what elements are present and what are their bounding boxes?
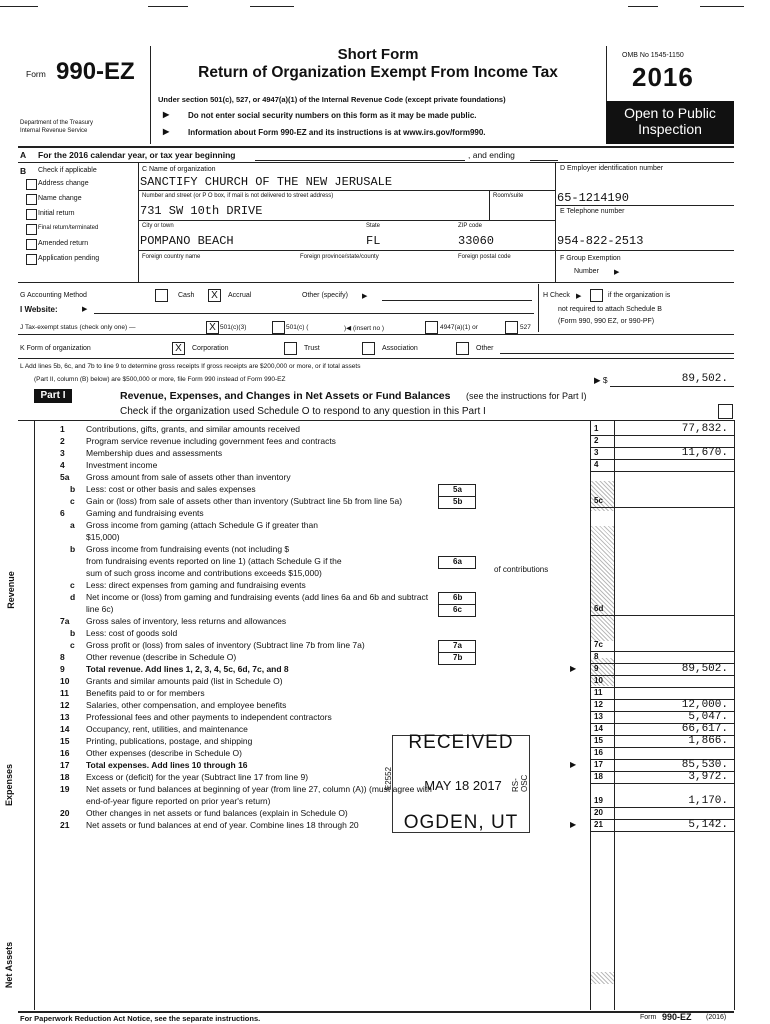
- line-number: 9: [60, 664, 65, 674]
- part-i-title-note: (see the instructions for Part I): [466, 391, 587, 401]
- corporation-checkbox[interactable]: X: [172, 342, 185, 355]
- scan-mark: [628, 6, 658, 7]
- table-row: [0, 520, 770, 532]
- arrow-icon: ▶: [614, 269, 620, 276]
- street-label: Number and street (or P O box, if mail is not delivered to street address): [142, 193, 334, 199]
- received-date: MAY 18 2017: [424, 778, 502, 793]
- rule: [138, 162, 139, 282]
- h-check-text2: if the organization is: [608, 292, 671, 299]
- line-number: 19: [60, 784, 70, 794]
- other-org-label: Other: [476, 345, 494, 352]
- amended-return-checkbox[interactable]: [26, 239, 37, 250]
- line-number: 13: [60, 712, 70, 722]
- website-field[interactable]: [94, 313, 534, 314]
- arrow-icon: ▶: [362, 293, 368, 300]
- tax-year-begin-field[interactable]: [255, 160, 465, 161]
- ein-label: D Employer identification number: [560, 165, 664, 172]
- rule: [138, 220, 556, 221]
- arrow-icon: ▶: [570, 820, 577, 829]
- dept-treasury: Department of the Treasury: [20, 120, 94, 126]
- line-column-number: 16: [594, 748, 603, 757]
- line-description: Total expenses. Add lines 10 through 16: [86, 760, 248, 770]
- line-description: Less: cost or other basis and sales expenses: [86, 484, 256, 494]
- rule: [18, 162, 734, 163]
- line-number: 14: [60, 724, 70, 734]
- footer-form-number: 990-EZ: [662, 1012, 692, 1022]
- line-description: from fundraising events reported on line 1) (attach Schedule G if the: [86, 556, 342, 566]
- line-column-number: 3: [594, 448, 599, 457]
- inner-line-label: 7b: [453, 653, 463, 662]
- omb-number: OMB No 1545-1150: [622, 52, 684, 59]
- line-amount[interactable]: 1,170.: [688, 795, 728, 807]
- line-description: Other changes in net assets or fund balances (explain in Schedule O): [86, 808, 348, 818]
- tax-year: 2016: [632, 62, 694, 92]
- line-number: b: [70, 544, 76, 554]
- paperwork-notice: For Paperwork Reduction Act Notice, see the separate instructions.: [20, 1014, 261, 1023]
- website-label: I Website:: [20, 305, 58, 314]
- table-row: [0, 484, 770, 496]
- scan-mark: [700, 6, 744, 7]
- line-description: Other revenue (describe in Schedule O): [86, 652, 237, 662]
- accounting-method-label: G Accounting Method: [20, 292, 87, 299]
- table-row: [0, 640, 770, 652]
- schedule-b-checkbox[interactable]: [590, 289, 603, 302]
- postal-label: Foreign postal code: [458, 254, 511, 260]
- and-ending: , and ending: [468, 150, 515, 160]
- state-label: State: [366, 223, 381, 229]
- association-label: Association: [382, 345, 418, 352]
- zip-label: ZIP code: [458, 223, 482, 229]
- line-column-number: 8: [594, 652, 599, 661]
- h-check-label: H Check: [543, 292, 570, 299]
- rule: [138, 190, 556, 191]
- line-description: Gross income from gaming (attach Schedule G if greater than: [86, 520, 318, 530]
- line-column-number: 2: [594, 436, 599, 445]
- scan-mark: [148, 6, 188, 7]
- footer-rule: [18, 1011, 734, 1013]
- line-l-text1: L Add lines 5b, 6c, and 7b to line 9 to determine gross receipts If gross receipts are $200,000 or more, or if total assets: [20, 363, 361, 370]
- inner-line-label: 6a: [453, 557, 462, 566]
- notice-info: Information about Form 990-EZ and its instructions is at www.irs.gov/form990.: [188, 128, 486, 137]
- hatched-cell: [591, 972, 614, 984]
- stamp-right-code: RS-OSC: [511, 774, 529, 792]
- line-description: Professional fees and other payments to independent contractors: [86, 712, 332, 722]
- line-column-number: 13: [594, 712, 603, 721]
- gross-receipts-dollar: ▶ $: [594, 375, 608, 385]
- line-description: line 6c): [86, 604, 114, 614]
- line-number: d: [70, 592, 76, 602]
- org-name-label: C Name of organization: [142, 166, 216, 173]
- line-amount[interactable]: 3,972.: [688, 771, 728, 783]
- line-description: Gain or (loss) from sale of assets other than inventory (Subtract line 5b from line 5a): [86, 496, 403, 506]
- table-row: [0, 616, 770, 628]
- line-number: 15: [60, 736, 70, 746]
- line-column-number: 5c: [594, 496, 603, 505]
- rule: [18, 334, 734, 335]
- line-description: Program service revenue including government fees and contracts: [86, 436, 336, 446]
- rule: [138, 250, 556, 251]
- accrual-checkbox[interactable]: X: [208, 289, 221, 302]
- line-column-number: 6d: [594, 604, 604, 613]
- part-i-badge: [34, 389, 72, 403]
- table-row: [0, 424, 770, 436]
- form-subtitle: Under section 501(c), 527, or 4947(a)(1) of the Internal Revenue Code (except private foundations): [158, 95, 506, 104]
- table-row: [0, 508, 770, 520]
- line-column-number: 1: [594, 424, 599, 433]
- line-number: 10: [60, 676, 70, 686]
- line-b-label: B: [20, 166, 27, 176]
- rule: [489, 190, 490, 220]
- line-description: Less: cost of goods sold: [86, 628, 178, 638]
- line-number: 2: [60, 436, 65, 446]
- h-check-text3: not required to attach Schedule B: [558, 306, 662, 313]
- phone-field[interactable]: 954-822-2513: [557, 234, 644, 248]
- line-a-label: A: [20, 150, 27, 160]
- initial-return-label: Initial return: [38, 210, 75, 217]
- open-public-text: Open to Public: [624, 105, 716, 121]
- line-number: b: [70, 484, 76, 494]
- arrow-icon: ▶: [163, 127, 170, 136]
- line-description: Benefits paid to or for members: [86, 688, 205, 698]
- line-number: 6: [60, 508, 65, 518]
- line-description: Salaries, other compensation, and employee benefits: [86, 700, 287, 710]
- gross-receipts-amount[interactable]: 89,502.: [681, 373, 728, 385]
- line-description: Grants and similar amounts paid (list in Schedule O): [86, 676, 283, 686]
- accrual-label: Accrual: [228, 292, 252, 299]
- inspection-text: Inspection: [638, 121, 702, 137]
- table-row: [0, 796, 770, 808]
- cash-checkbox[interactable]: [155, 289, 168, 302]
- schedule-o-check-text: Check if the organization used Schedule O to respond to any question in this Part I: [120, 406, 486, 417]
- line-description: Net assets or fund balances at beginning of year (from line 27, column (A)) (must agree with: [86, 784, 432, 794]
- line-number: c: [70, 580, 75, 590]
- header-bottom-rule: [18, 146, 734, 148]
- line-description: Gross sales of inventory, less returns and allowances: [86, 616, 287, 626]
- line-amount[interactable]: 5,142.: [688, 819, 728, 831]
- 527-label: 527: [520, 324, 531, 331]
- line-description: Less: direct expenses from gaming and fundraising events: [86, 580, 306, 590]
- line-description: Excess or (deficit) for the year (Subtract line 17 from line 9): [86, 772, 309, 782]
- scan-mark: [0, 6, 38, 7]
- line-description: Total revenue. Add lines 1, 2, 3, 4, 5c, 6d, 7c, and 8: [86, 664, 289, 674]
- province-label: Foreign province/state/county: [300, 254, 379, 260]
- address-change-label: Address change: [38, 180, 89, 187]
- line-amount[interactable]: 85,530.: [681, 759, 728, 771]
- cash-label: Cash: [178, 292, 195, 299]
- footer-form-label: Form: [640, 1014, 657, 1021]
- line-amount[interactable]: 11,670.: [681, 447, 728, 459]
- address-change-checkbox[interactable]: [26, 179, 37, 190]
- line-number: c: [70, 496, 75, 506]
- line-number: 7a: [60, 616, 70, 626]
- inner-line-label: 7a: [453, 641, 462, 650]
- line-a-text: For the 2016 calendar year, or tax year beginning: [38, 150, 236, 160]
- form-label: Form: [26, 69, 46, 79]
- line-description: Printing, publications, postage, and shipping: [86, 736, 253, 746]
- received-place: OGDEN, UT: [403, 812, 519, 833]
- line-column-number: 18: [594, 772, 603, 781]
- stamp-left-code: E2552: [384, 766, 394, 791]
- tax-year-end-field[interactable]: [530, 160, 558, 161]
- inner-line-label: 5a: [453, 485, 462, 494]
- table-row: [0, 580, 770, 592]
- table-row: [0, 568, 770, 580]
- line-number: 5a: [60, 472, 70, 482]
- open-public-banner: [606, 101, 734, 144]
- country-label: Foreign country name: [142, 254, 201, 260]
- table-row: [0, 556, 770, 568]
- arrow-icon: ▶: [163, 110, 170, 119]
- corporation-label: Corporation: [192, 345, 229, 352]
- table-row: [0, 532, 770, 544]
- net-assets-side-label: Net Assets: [4, 941, 15, 989]
- line-number: c: [70, 640, 75, 650]
- table-row: [0, 592, 770, 604]
- line-number: 8: [60, 652, 65, 662]
- trust-checkbox[interactable]: [284, 342, 297, 355]
- line-description: Gross profit or (loss) from sales of inventory (Subtract line 7b from line 7a): [86, 640, 365, 650]
- check-applicable: Check if applicable: [38, 167, 97, 174]
- line-number: a: [70, 520, 75, 530]
- trust-label: Trust: [304, 345, 320, 352]
- line-number: 16: [60, 748, 70, 758]
- initial-return-checkbox[interactable]: [26, 209, 37, 220]
- line-amount[interactable]: 89,502.: [681, 663, 728, 675]
- form-title: Return of Organization Exempt From Income Tax: [198, 64, 558, 81]
- 4947-checkbox[interactable]: [425, 321, 438, 334]
- expenses-side-label: Expenses: [4, 763, 15, 807]
- rule: [590, 831, 734, 832]
- line-number: 20: [60, 808, 70, 818]
- line-description: Membership dues and assessments: [86, 448, 223, 458]
- group-exemption-label2: Number: [574, 268, 599, 275]
- line-description: sum of such gross income and contributions exceeds $15,000): [86, 568, 322, 578]
- group-exemption-label: F Group Exemption: [560, 255, 621, 262]
- line-number: 11: [60, 688, 69, 698]
- line-column-number: 21: [594, 820, 603, 829]
- table-row: [0, 664, 770, 676]
- table-row: [0, 496, 770, 508]
- received-text: RECEIVED: [408, 732, 514, 753]
- rule: [18, 282, 734, 283]
- other-method-field[interactable]: [382, 300, 532, 301]
- arrow-icon: ▶: [570, 664, 577, 673]
- room-label: Room/suite: [493, 193, 524, 199]
- table-row: [0, 448, 770, 460]
- line-column-number: 17: [594, 760, 603, 769]
- line-description: $15,000): [86, 532, 120, 542]
- line-column-number: 20: [594, 808, 603, 817]
- application-pending-label: Application pending: [38, 255, 100, 262]
- rule: [555, 162, 556, 282]
- other-org-checkbox[interactable]: [456, 342, 469, 355]
- insert-no-label: )◀ (insert no ): [344, 325, 385, 332]
- line-column-number: 15: [594, 736, 603, 745]
- rule: [18, 420, 734, 421]
- city-label: City or town: [142, 223, 174, 229]
- arrow-icon: ▶: [570, 760, 577, 769]
- line-number: 1: [60, 424, 65, 434]
- line-number: 17: [60, 760, 70, 770]
- line-description: Occupancy, rent, utilities, and maintenance: [86, 724, 248, 734]
- inner-line-label: 6c: [453, 605, 462, 614]
- line-amount[interactable]: 5,047.: [688, 711, 728, 723]
- 501c-checkbox[interactable]: [272, 321, 285, 334]
- line-number: 21: [60, 820, 70, 830]
- revenue-side-label: Revenue: [5, 571, 16, 609]
- part-i-label: Part I: [40, 390, 66, 401]
- inner-line-label: 5b: [453, 497, 463, 506]
- table-row: [0, 544, 770, 556]
- name-change-label: Name change: [38, 195, 82, 202]
- zip-field[interactable]: 33060: [458, 234, 495, 248]
- line-column-number: 9: [594, 664, 599, 673]
- of-contributions-label: of contributions: [494, 565, 549, 574]
- received-stamp: [384, 732, 530, 833]
- phone-label: E Telephone number: [560, 208, 625, 215]
- arrow-icon: ▶: [576, 293, 582, 300]
- final-return-label: Final return/terminated: [38, 225, 99, 231]
- table-row: [0, 460, 770, 472]
- table-row: [0, 472, 770, 484]
- line-description: Gross income from fundraising events (not including $: [86, 544, 290, 554]
- line-description: end-of-year figure reported on prior year's return): [86, 796, 271, 806]
- line-number: b: [70, 628, 76, 638]
- line-number: 18: [60, 772, 70, 782]
- 501c3-checkbox[interactable]: X: [206, 321, 219, 334]
- line-amount[interactable]: 77,832.: [681, 423, 728, 435]
- state-field[interactable]: FL: [366, 234, 381, 248]
- rule: [18, 358, 734, 359]
- line-amount[interactable]: 66,617.: [681, 723, 728, 735]
- schedule-o-checkbox[interactable]: [718, 404, 733, 419]
- line-description: Gaming and fundraising events: [86, 508, 204, 518]
- association-checkbox[interactable]: [362, 342, 375, 355]
- other-org-field[interactable]: [500, 353, 734, 354]
- rule: [610, 386, 734, 387]
- arrow-icon: ▶: [82, 306, 88, 313]
- application-pending-checkbox[interactable]: [26, 254, 37, 265]
- city-field[interactable]: POMPANO BEACH: [140, 234, 234, 248]
- tax-exempt-label: J Tax-exempt status (check only one) —: [20, 324, 136, 331]
- scan-mark: [250, 6, 294, 7]
- line-description: Investment income: [86, 460, 158, 470]
- table-row: [0, 604, 770, 616]
- 501c3-label: 501(c)(3): [220, 324, 247, 331]
- line-column-number: 11: [594, 688, 603, 697]
- table-row: [0, 676, 770, 688]
- rule: [555, 205, 734, 206]
- footer-form-year: (2016): [706, 1014, 727, 1021]
- h-check-text4: (Form 990, 990 EZ, or 990-PF): [558, 318, 655, 325]
- line-column-number: 14: [594, 724, 603, 733]
- 4947-label: 4947(a)(1) or: [440, 324, 478, 331]
- line-amount[interactable]: 1,866.: [688, 735, 728, 747]
- name-change-checkbox[interactable]: [26, 194, 37, 205]
- final-return-checkbox[interactable]: [26, 224, 37, 235]
- 527-checkbox[interactable]: [505, 321, 518, 334]
- line-number: 12: [60, 700, 70, 710]
- table-row: [0, 820, 770, 832]
- form-number: 990-EZ: [56, 58, 135, 85]
- ein-field[interactable]: 65-1214190: [557, 191, 630, 205]
- inner-line-label: 6b: [453, 593, 463, 602]
- line-column-number: 19: [594, 796, 603, 805]
- line-column-number: 4: [594, 460, 599, 469]
- table-row: [0, 736, 770, 748]
- short-form-label: Short Form: [337, 46, 419, 63]
- dept-irs: Internal Revenue Service: [20, 128, 88, 134]
- line-description: Other expenses (describe in Schedule O): [86, 748, 242, 758]
- form-of-org-label: K Form of organization: [20, 345, 91, 352]
- line-description: Contributions, gifts, grants, and similar amounts received: [86, 424, 301, 434]
- rule: [538, 284, 539, 332]
- line-l-text2: (Part II, column (B) below) are $500,000 or more, file Form 990 instead of Form 990-EZ: [34, 376, 286, 383]
- line-description: Net assets or fund balances at end of year. Combine lines 18 through 20: [86, 820, 359, 830]
- amended-return-label: Amended return: [38, 240, 89, 247]
- line-column-number: 10: [594, 676, 603, 685]
- 501c-label: 501(c) (: [286, 324, 309, 331]
- part-i-title: Revenue, Expenses, and Changes in Net Assets or Fund Balances: [120, 390, 451, 402]
- street-field[interactable]: 731 SW 10th DRIVE: [140, 204, 263, 218]
- line-column-number: 12: [594, 700, 603, 709]
- line-amount[interactable]: 12,000.: [681, 699, 728, 711]
- notice-ssn: Do not enter social security numbers on this form as it may be made public.: [188, 111, 477, 120]
- line-number: 4: [60, 460, 65, 470]
- org-name-field[interactable]: SANCTIFY CHURCH OF THE NEW JERUSALE: [140, 175, 393, 189]
- line-description: Gross amount from sale of assets other than inventory: [86, 472, 291, 482]
- line-number: 3: [60, 448, 65, 458]
- line-description: Net income or (loss) from gaming and fundraising events (add lines 6a and 6b and subtract: [86, 592, 429, 602]
- rule: [555, 250, 734, 251]
- line-column-number: 7c: [594, 640, 603, 649]
- table-row: [0, 628, 770, 640]
- other-method-label: Other (specify): [302, 292, 348, 299]
